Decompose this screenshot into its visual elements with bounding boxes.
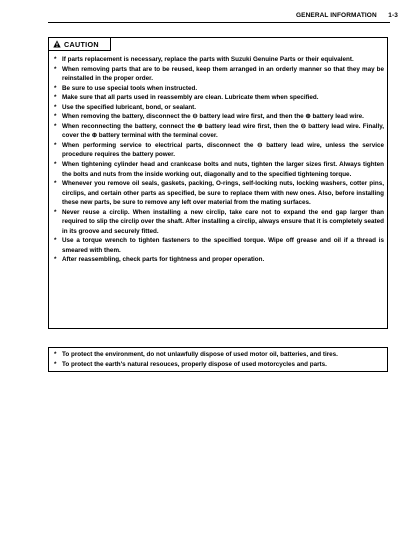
warning-triangle-icon: [53, 40, 61, 48]
caution-item: [54, 179, 384, 208]
bullet-asterisk: *: [54, 256, 57, 264]
bullet-asterisk: *: [54, 113, 57, 121]
caution-item: [54, 65, 384, 84]
environment-item: [54, 360, 384, 370]
bullet-asterisk: *: [54, 122, 57, 130]
bullet-asterisk: *: [54, 141, 57, 149]
caution-item: [54, 55, 384, 65]
caution-item: [54, 255, 384, 265]
caution-item-text: Make sure that all parts used in reassembly are clean. Lubricate them when specified.: [62, 94, 319, 102]
environment-box: [48, 347, 388, 372]
caution-item: [54, 236, 384, 255]
caution-item: [54, 141, 384, 160]
caution-item-text: After reassembling, check parts for tightness and proper operation.: [62, 256, 265, 264]
bullet-asterisk: *: [54, 360, 57, 368]
caution-item: [54, 122, 384, 141]
caution-item-text: Whenever you remove oil seals, gaskets, packing, O-rings, self-locking nuts, locking washers, cotter pins, circlips, and certain other parts as specified, be sure to replace them with new ones. Also, before installing these new parts, be sure to remove any left over material from the mating surfaces.: [62, 180, 384, 207]
bullet-asterisk: *: [54, 161, 57, 169]
bullet-asterisk: *: [54, 94, 57, 102]
bullet-asterisk: *: [54, 56, 57, 63]
section-title: GENERAL INFORMATION: [296, 12, 377, 19]
bullet-asterisk: *: [54, 65, 57, 73]
caution-item: [54, 93, 384, 103]
bullet-asterisk: *: [54, 208, 57, 216]
caution-title: CAUTION: [64, 39, 99, 49]
bullet-asterisk: *: [54, 84, 57, 92]
caution-item-text: If parts replacement is necessary, replace the parts with Suzuki Genuine Parts or their equivalent.: [62, 56, 354, 63]
caution-item-text: When removing parts that are to be reused, keep them arranged in an orderly manner so that they may be reinstalled in the proper order.: [62, 65, 384, 83]
caution-item: [54, 103, 384, 113]
caution-list: [54, 55, 384, 265]
header-rule: [48, 22, 390, 23]
page-header: [296, 12, 398, 19]
bullet-asterisk: *: [54, 103, 57, 111]
environment-list: [54, 350, 384, 369]
caution-item-text: Use the specified lubricant, bond, or sealant.: [62, 103, 197, 111]
caution-item: [54, 112, 384, 122]
caution-item: [54, 160, 384, 179]
page-number: 1-3: [388, 12, 398, 19]
environment-item-text: To protect the earth's natural resouces, properly dispose of used motorcycles and parts.: [62, 360, 327, 368]
caution-label: [48, 37, 111, 51]
caution-box: [48, 37, 388, 329]
caution-item-text: Be sure to use special tools when instructed.: [62, 84, 198, 92]
caution-item-text: Never reuse a circlip. When installing a new circlip, take care not to expand the end gap larger than required to slip the circlip over the shaft. After installing a circlip, always ensure that it is completely seated in its groove and securely fitted.: [62, 208, 384, 235]
caution-item-text: When reconnecting the battery, connect the ⊕ battery lead wire first, then the ⊖ battery lead wire. Finally, cover the ⊕ battery terminal with the terminal cover.: [62, 122, 384, 140]
environment-item: [54, 350, 384, 360]
caution-item-text: When tightening cylinder head and crankcase bolts and nuts, tighten the larger sizes first. Always tighten the bolts and nuts from the inside working out, diagonally and to the specified tightening torque.: [62, 161, 384, 178]
caution-item-text: When performing service to electrical parts, disconnect the ⊖ battery lead wire, unless the service procedure requires the battery power.: [62, 141, 384, 159]
bullet-asterisk: *: [54, 351, 57, 358]
caution-item: [54, 208, 384, 237]
caution-item-text: Use a torque wrench to tighten fasteners to the specified torque. Wipe off grease and oil if a thread is smeared with them.: [62, 237, 384, 254]
caution-item-text: When removing the battery, disconnect the ⊖ battery lead wire first, and then the ⊕ battery lead wire.: [62, 113, 364, 121]
environment-item-text: To protect the environment, do not unlawfully dispose of used motor oil, batteries, and tires.: [62, 351, 338, 358]
bullet-asterisk: *: [54, 180, 57, 188]
bullet-asterisk: *: [54, 237, 57, 245]
caution-item: [54, 84, 384, 94]
